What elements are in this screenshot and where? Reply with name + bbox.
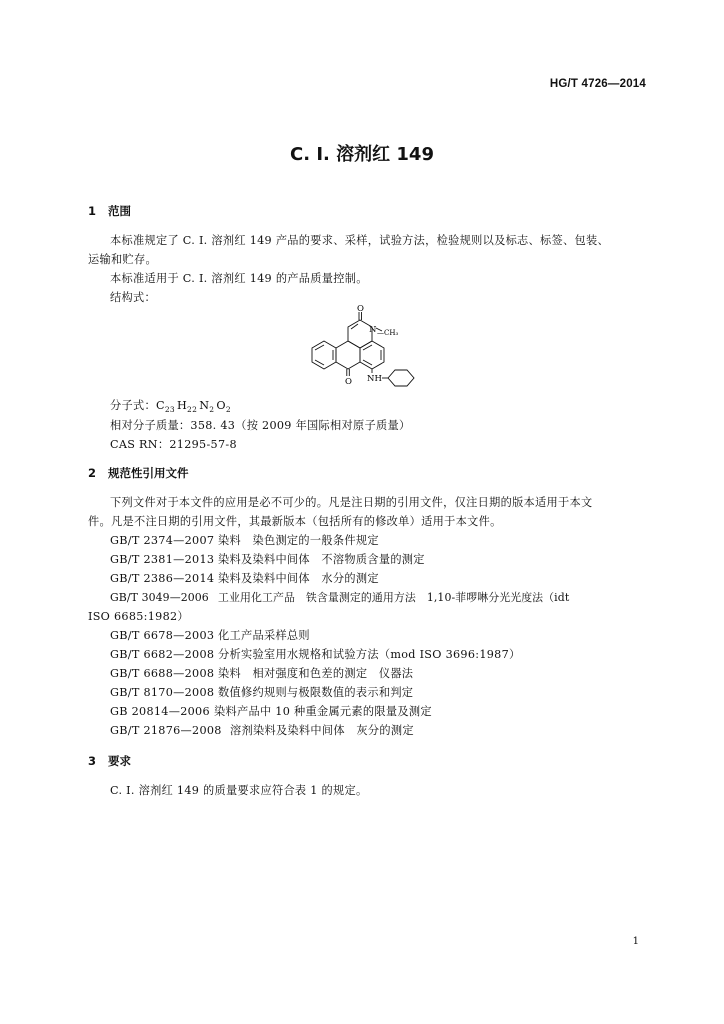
molecular-mass: 相对分子质量：358. 43（按 2009 年国际相对原子质量） [110, 419, 411, 432]
reference-item [110, 551, 425, 567]
reference-code: GB/T 6682—2008 [110, 648, 215, 661]
formula-o: O [216, 399, 226, 412]
reference-item [110, 589, 569, 605]
reference-title: 染料产品中 10 种重金属元素的限量及测定 [214, 705, 432, 718]
reference-item [110, 532, 379, 548]
formula-c: C [155, 399, 165, 412]
formula-h: H [176, 399, 188, 412]
atom-n: N [369, 325, 377, 335]
reference-title: 染料及染料中间体 不溶物质含量的测定 [218, 553, 425, 566]
reference-title: 染料 染色测定的一般条件规定 [218, 534, 379, 547]
formula-h-sub: 22 [187, 405, 198, 415]
atom-nh: NH [367, 374, 382, 384]
page-number: 1 [632, 936, 639, 947]
section-title: 范围 [108, 204, 131, 218]
structure-label: 结构式： [110, 291, 156, 304]
refs-intro-line-1: 下列文件对于本文件的应用是必不可少的。凡是注日期的引用文件，仅注日期的版本适用于本文 [110, 496, 593, 509]
section-number: 2 [88, 466, 97, 480]
reference-item [110, 722, 414, 738]
requirements-para: C. I. 溶剂红 149 的质量要求应符合表 1 的规定。 [110, 784, 368, 797]
reference-item [110, 627, 310, 643]
reference-code: GB/T 21876—2008 [110, 724, 222, 737]
reference-title: 染料 相对强度和色差的测定 仪器法 [218, 667, 414, 680]
section-number: 1 [88, 204, 97, 218]
reference-title: 溶剂染料及染料中间体 灰分的测定 [230, 724, 414, 737]
formula-label: 分子式： [110, 399, 156, 412]
section-3-heading [88, 753, 131, 769]
reference-item [110, 665, 413, 681]
scope-para-line-1: 本标准规定了 C. I. 溶剂红 149 产品的要求、采样，试验方法，检验规则以及标志、标签、包装、 [110, 234, 609, 247]
formula-n-sub: 2 [209, 405, 215, 415]
document-title: C. I. 溶剂红 149 [290, 144, 434, 165]
formula-n: N [199, 399, 210, 412]
section-1-heading [88, 203, 131, 219]
reference-code: GB/T 2386—2014 [110, 572, 215, 585]
reference-code: GB/T 2381—2013 [110, 553, 215, 566]
reference-item [110, 684, 413, 700]
reference-item [110, 570, 379, 586]
reference-code: GB/T 2374—2007 [110, 534, 215, 547]
scope-para-line-2: 运输和贮存。 [88, 253, 157, 266]
reference-code: GB/T 6678—2003 [110, 629, 215, 642]
section-number: 3 [88, 754, 97, 768]
refs-intro-line-2: 件。凡是不注日期的引用文件，其最新版本（包括所有的修改单）适用于本文件。 [88, 515, 502, 528]
atom-o-bottom: O [345, 377, 352, 387]
reference-title: 化工产品采样总则 [218, 629, 310, 642]
reference-title: 工业用化工产品 铁含量测定的通用方法 1,10-菲啰啉分光光度法（idt [218, 591, 570, 604]
reference-title: 分析实验室用水规格和试验方法（mod ISO 3696:1987） [218, 648, 521, 661]
section-title: 要求 [108, 754, 131, 768]
molecular-formula [110, 397, 231, 414]
formula-c-sub: 23 [164, 405, 175, 415]
structural-formula [300, 302, 430, 394]
reference-title: 染料及染料中间体 水分的测定 [218, 572, 379, 585]
formula-o-sub: 2 [225, 405, 231, 415]
reference-item [110, 703, 432, 719]
scope-para-2: 本标准适用于 C. I. 溶剂红 149 的产品质量控制。 [110, 272, 368, 285]
section-2-heading [88, 465, 189, 481]
atom-o-top: O [357, 304, 364, 314]
standard-code: HG/T 4726—2014 [549, 78, 646, 90]
section-title: 规范性引用文件 [108, 466, 189, 480]
reference-continuation: ISO 6685:1982） [88, 610, 189, 623]
reference-item [110, 646, 521, 662]
reference-title: 数值修约规则与极限数值的表示和判定 [218, 686, 414, 699]
atom-ch3: —CH₃ [377, 329, 399, 337]
cas-number: CAS RN：21295-57-8 [110, 438, 237, 451]
reference-code: GB 20814—2006 [110, 705, 210, 718]
reference-code: GB/T 6688—2008 [110, 667, 215, 680]
reference-code: GB/T 3049—2006 [110, 591, 209, 604]
reference-code: GB/T 8170—2008 [110, 686, 215, 699]
